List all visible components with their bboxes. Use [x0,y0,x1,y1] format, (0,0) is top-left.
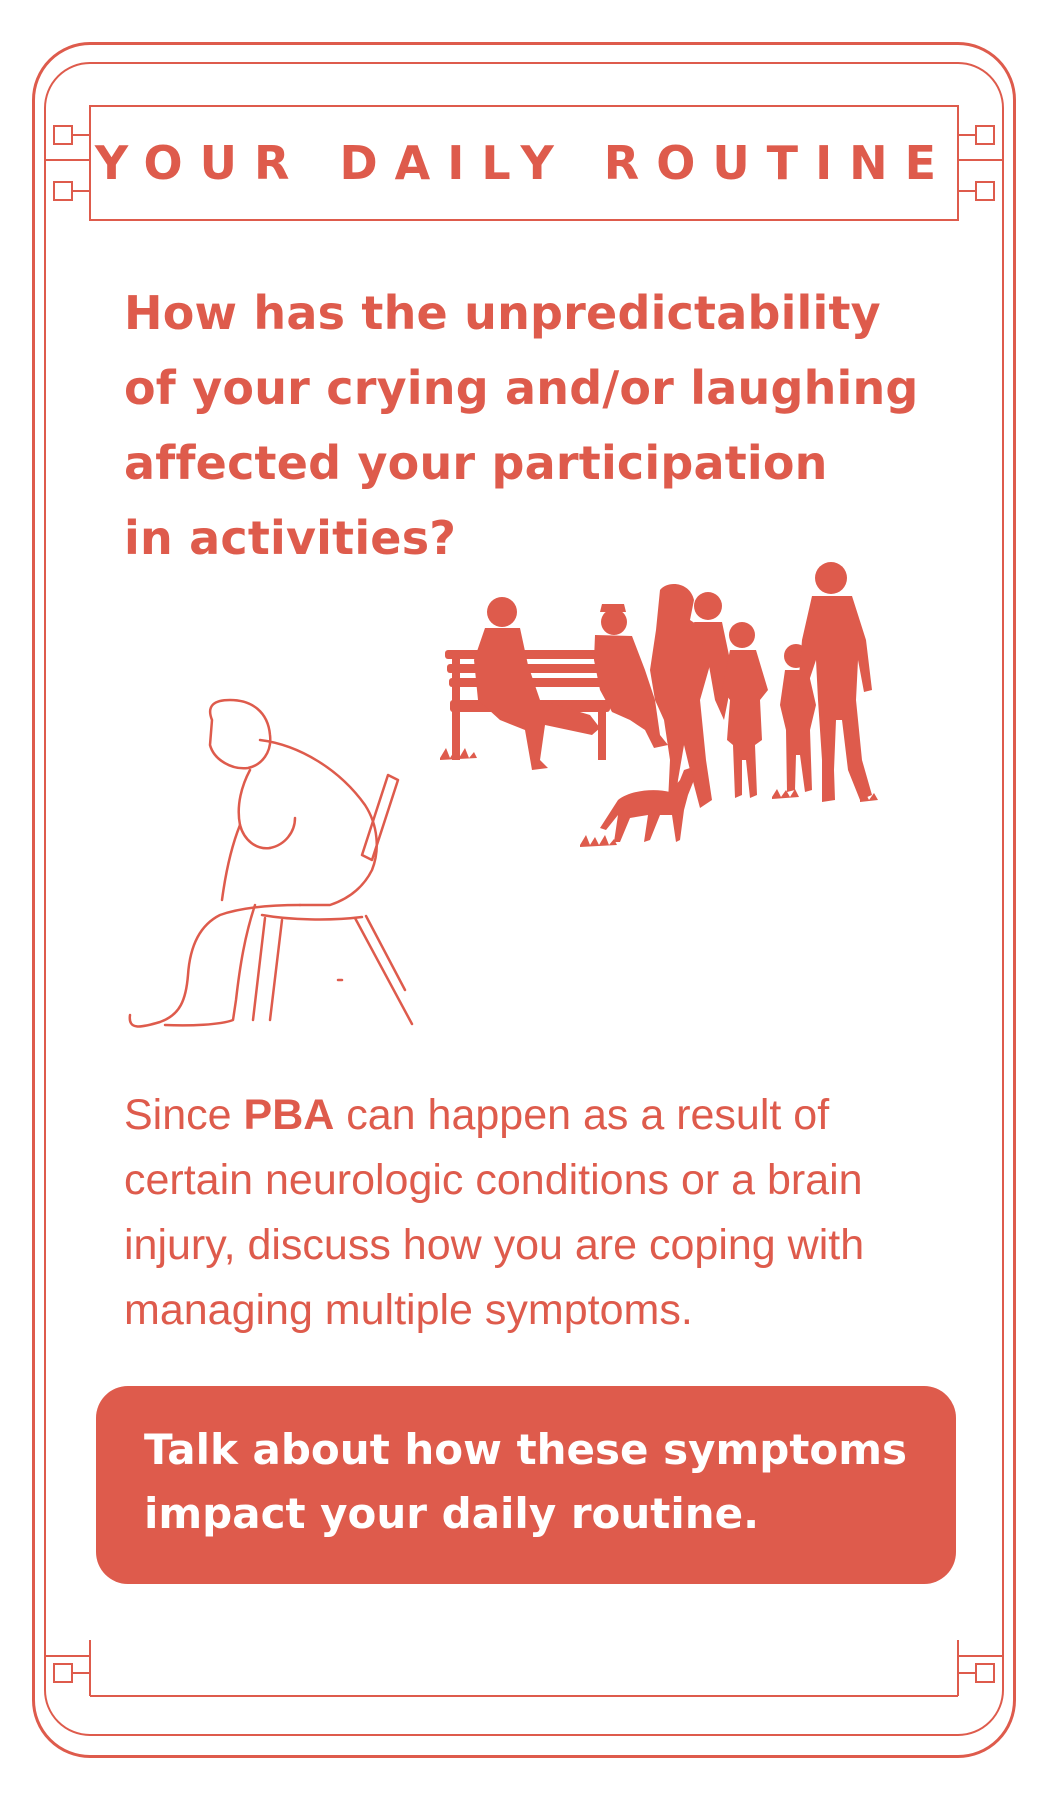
body-line-1-pre: Since [124,1091,244,1139]
body-line-1-post: can happen as a result of [334,1091,830,1139]
body-line: managing multiple symptoms. [124,1286,693,1334]
question-line: in activities? [124,511,457,565]
body-paragraph [124,1083,964,1343]
isolated-seated-person-icon [130,700,412,1026]
body-line [124,1083,964,1148]
people-in-park-silhouette-icon [440,562,878,847]
question-line: of your crying and/or laughing [124,361,919,415]
question-line: How has the unpredictability [124,286,881,340]
pba-term: PBA [243,1091,335,1139]
callout-line: impact your daily routine. [144,1489,760,1538]
callout-box [96,1386,956,1584]
question-line: affected your participation [124,436,828,490]
body-line: injury, discuss how you are coping with [124,1221,865,1269]
callout-line: Talk about how these symptoms [144,1425,908,1474]
body-line: certain neurologic conditions or a brain [124,1156,863,1204]
page-title: YOUR DAILY ROUTINE [94,136,954,190]
